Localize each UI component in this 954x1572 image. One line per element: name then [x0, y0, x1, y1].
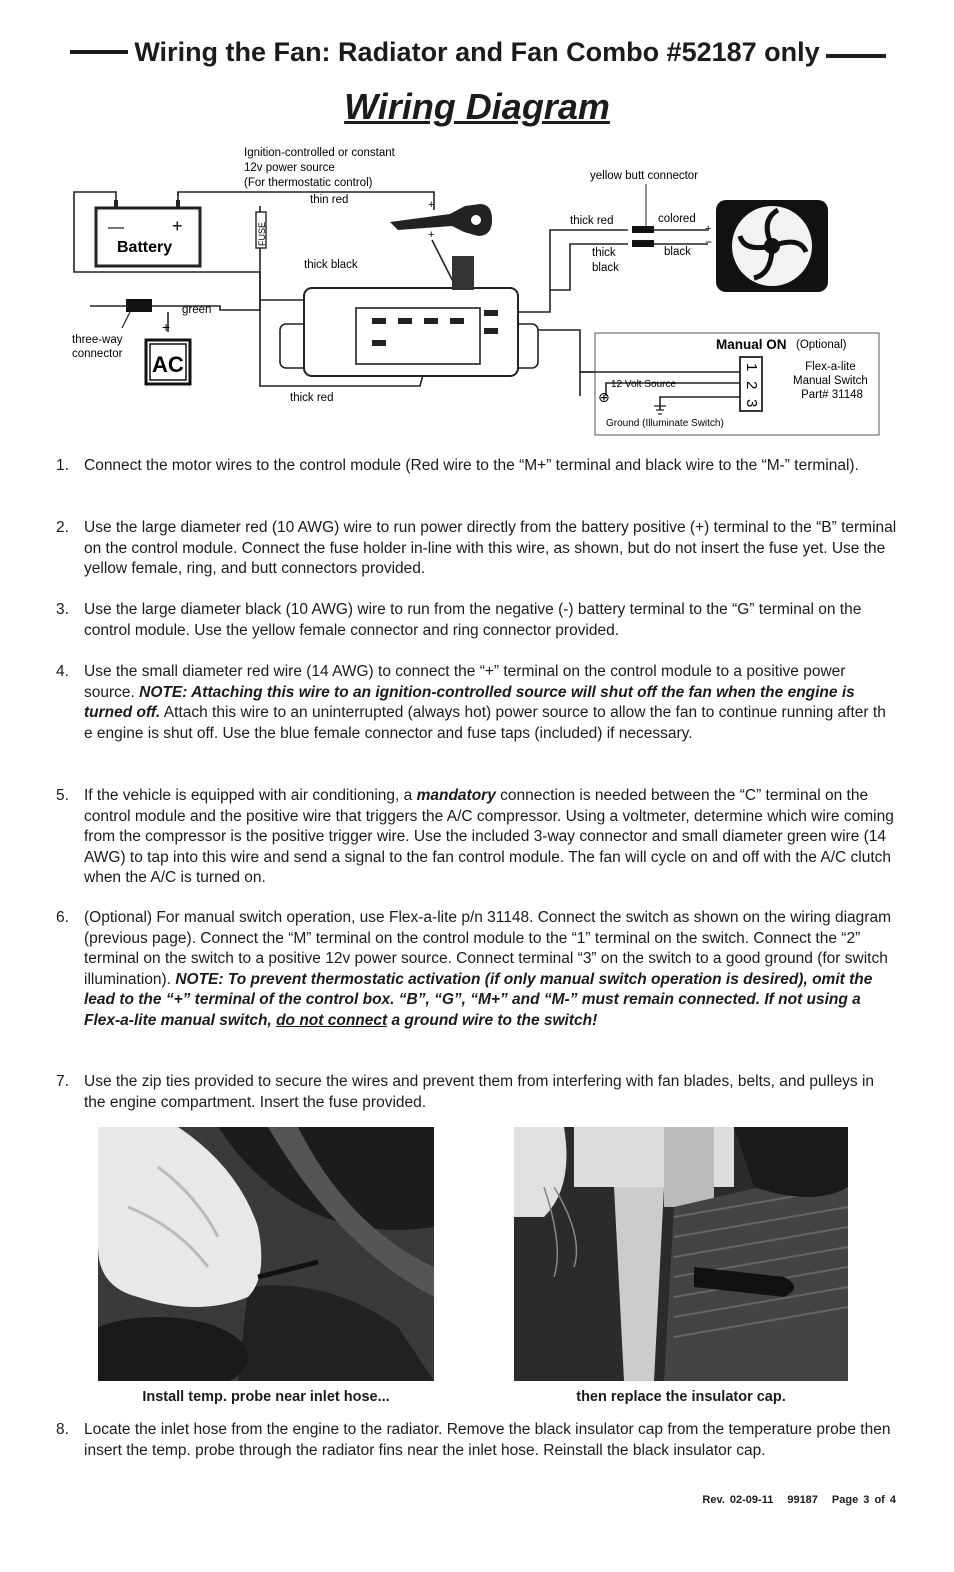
switch-terminal-2: 2 — [743, 381, 760, 390]
step-text-run: (Optional) For manual switch operation, use Flex-a-lite p/n 31148. Connect the switch as shown on the wiring diagram (previous page). Connect the “M” terminal on the control module to the “1” terminal on the switch. Connect the “2” terminal on the switch to a positive 12v power source. Connect terminal “3” on the switch to a good ground (for switch illumination). — [84, 909, 891, 988]
step-item — [56, 786, 898, 889]
wiring-diagram — [60, 140, 884, 440]
ignition-label: Ignition-controlled or constant 12v power source (For thermostatic control) — [244, 147, 395, 189]
step-text-run: connection is needed between the “C” terminal on the control module and the positive wire that triggers the A/C compressor. Using a voltmeter, determine which wire coming from the compressor is the positive trigger wire. Use the included 3-way connector and small diameter green wire (14 AWG) to tap into this wire and send a signal to the fan control module. The fan will cycle on and off with the A/C clutch when the A/C is turned on. — [84, 787, 894, 886]
thick-red-top-label: thick red — [570, 215, 614, 227]
thin-red-wire — [178, 192, 434, 210]
battery-neg-wire — [74, 192, 260, 272]
step-number: 4. — [56, 663, 69, 680]
header-rule-left — [70, 50, 128, 54]
step-number: 6. — [56, 909, 69, 926]
ignition-plus-top: + — [428, 199, 435, 211]
control-module — [280, 256, 538, 376]
switch-terminal-1: 1 — [743, 363, 760, 372]
step-item — [56, 662, 898, 744]
volt-source-plus-icon: ⊕ — [598, 389, 610, 405]
green-label: green — [182, 304, 212, 316]
page-title: Wiring the Fan: Radiator and Fan Combo #52187 only — [134, 36, 820, 67]
step-text — [84, 1072, 898, 1113]
part-number: 99187 — [787, 1494, 818, 1506]
photo-insulator-cap — [514, 1127, 848, 1381]
step-text-run: Locate the inlet hose from the engine to the radiator. Remove the black insulator cap from the temperature probe then insert the temp. probe through the radiator fins near the inlet hose. Reinstall the black insulator cap. — [84, 1421, 891, 1459]
step-text-run: Use the large diameter red (10 AWG) wire to run power directly from the battery positive (+) terminal to the “B” terminal on the control module. Connect the fuse holder in-line with this wire, as shown, but do not insert the fuse yet. Use the yellow female, ring, and butt connectors provided. — [84, 519, 897, 577]
step-text-run: Use the large diameter black (10 AWG) wire to run from the negative (-) battery terminal to the “G” terminal on the control module. Use the yellow female connector and ring connector provided. — [84, 601, 862, 639]
flex-switch-label: Flex-a-lite Manual Switch Part# 31148 — [793, 361, 868, 401]
ground-label: Ground (Illuminate Switch) — [606, 418, 724, 429]
step-text-run: NOTE: To prevent thermostatic activation (if only manual switch operation is desired), omit the lead to the “+” terminal of the control box. “B”, “G”, “M+” and “M-” must remain connected. If not using a Flex-a-lite manual switch, — [84, 970, 873, 1029]
page-number: Page 3 of 4 — [831, 1494, 896, 1506]
page-footer — [688, 1494, 896, 1506]
photo-caption-left: Install temp. probe near inlet hose... — [142, 1389, 390, 1405]
thick-red-bottom-label: thick red — [290, 392, 334, 404]
ac-label: AC — [152, 352, 184, 377]
step-item — [56, 600, 898, 641]
manual-on-label: Manual ON — [716, 337, 787, 352]
green-wire — [90, 300, 260, 310]
yellow-butt-label: yellow butt connector — [590, 170, 699, 182]
step-number: 3. — [56, 601, 69, 618]
step-item — [56, 1420, 898, 1461]
step-text — [84, 518, 898, 580]
step-text-run: mandatory — [416, 787, 496, 804]
step-text-run: a ground wire to the switch! — [387, 1011, 598, 1029]
butt-connector-top — [632, 226, 654, 233]
step-item — [56, 1072, 898, 1113]
step-number: 7. — [56, 1073, 69, 1090]
step-text-run: Use the small diameter red wire (14 AWG) to connect the “+” terminal on the control module to a positive power source. — [84, 663, 846, 701]
step-item — [56, 518, 898, 580]
step-text-run: NOTE: Attaching this wire to an ignition-controlled source will shut off the fan when the engine is turned off. — [84, 683, 855, 721]
ignition-plus-bottom: + — [428, 229, 435, 241]
revision-date: Rev. 02-09-11 — [702, 1494, 774, 1506]
fan-minus: − — [705, 235, 713, 249]
step-text — [84, 1420, 898, 1461]
step-text-run: Use the zip ties provided to secure the wires and prevent them from interfering with fan blades, belts, and pulleys in the engine compartment. Insert the fuse provided. — [84, 1073, 875, 1111]
thick-black-fan-label: thick black — [592, 247, 619, 274]
step-text — [84, 456, 898, 477]
ac-plus: + — [162, 319, 171, 335]
step-text — [84, 662, 898, 744]
switch-terminal-3: 3 — [743, 399, 760, 408]
thick-black-label: thick black — [304, 259, 358, 271]
photo-caption-right: then replace the insulator cap. — [576, 1389, 786, 1405]
thin-red-label: thin red — [310, 194, 349, 206]
butt-connector-bottom — [632, 240, 654, 247]
step-item — [56, 908, 898, 1031]
fuse-label: FUSE — [257, 221, 267, 246]
step-number: 5. — [56, 787, 69, 804]
battery-plus: + — [172, 216, 183, 236]
step-text — [84, 600, 898, 641]
battery-minus: — — [108, 219, 124, 236]
page-header — [60, 32, 896, 72]
step-text — [84, 786, 898, 889]
ignition-key-icon — [390, 204, 492, 236]
step-number: 2. — [56, 519, 69, 536]
fan-icon — [716, 200, 828, 292]
step-text-run: Connect the motor wires to the control module (Red wire to the “M+” terminal and black wire to the “M-” terminal). — [84, 457, 859, 474]
optional-label: (Optional) — [796, 339, 847, 351]
step-item — [56, 456, 898, 477]
step-text-run: Attach this wire to an uninterrupted (always hot) power source to allow the fan to continue running after th e engine is shut off. Use the blue female connector and fuse taps (included) if necessary. — [84, 704, 886, 742]
volt-source-label: 12 Volt Source — [611, 379, 677, 390]
battery-label: Battery — [117, 239, 173, 256]
photo-install-probe — [98, 1127, 434, 1381]
fan-plus: + — [705, 223, 712, 235]
step-text-run: If the vehicle is equipped with air conditioning, a — [84, 787, 417, 804]
battery-box — [96, 208, 200, 266]
three-way-connector-icon — [126, 299, 152, 312]
black-label: black — [664, 246, 691, 258]
header-rule-right — [826, 54, 886, 58]
step-number: 8. — [56, 1421, 69, 1438]
colored-label: colored — [658, 213, 696, 225]
step-text-run: do not connect — [276, 1011, 388, 1029]
diagram-title: Wiring Diagram — [344, 86, 610, 127]
step-text — [84, 908, 898, 1031]
step-number: 1. — [56, 457, 69, 474]
three-way-label: three-way connector — [72, 334, 123, 360]
